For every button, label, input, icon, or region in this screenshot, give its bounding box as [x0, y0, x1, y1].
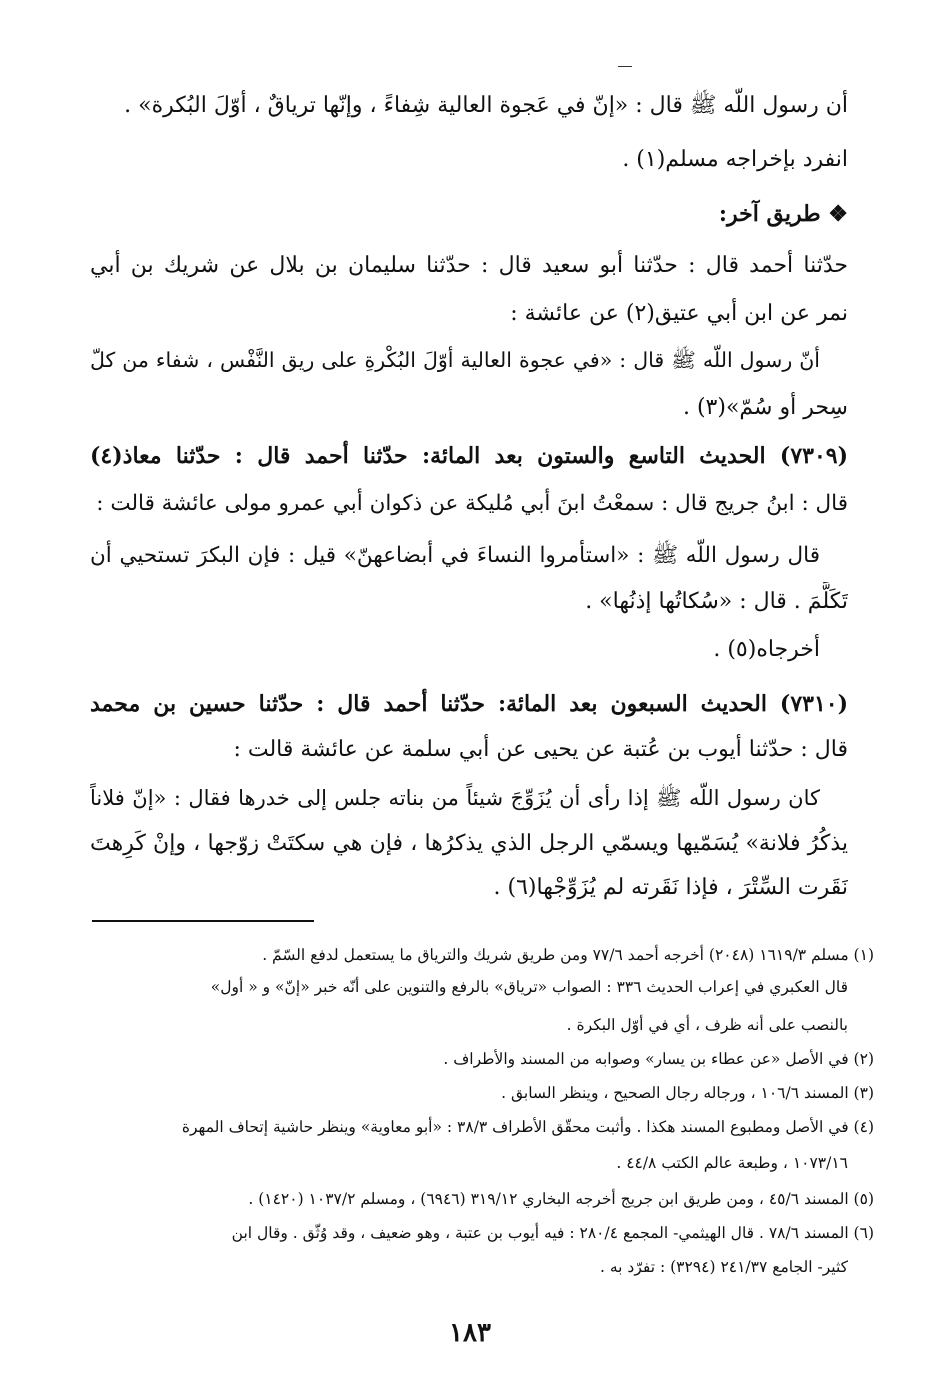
- footnote-continuation: بالنصب على أنه ظرف ، أي في أوّل البكرة .: [566, 1016, 848, 1034]
- footnote: (١) مسلم ١٦١٩/٣ (٢٠٤٨) أخرجه أحمد ٧٧/٦ ومن طريق شريك والترياق ما يستعمل لدفع السّمّ .: [262, 946, 874, 964]
- footnote: (٤) في الأصل ومطبوع المسند هكذا . وأثبت محقّق الأطراف ٣٨/٣ : «أبو معاوية» وينظر حاشية إتحاف المهرة: [181, 1118, 874, 1136]
- text-line: قال : حدّثنا أيوب بن عُتبة عن يحيى عن أبي سلمة عن عائشة قالت :: [233, 737, 848, 762]
- text-line: انفرد بإخراجه مسلم(١) .: [622, 147, 848, 172]
- text-line: أخرجاه(٥) .: [713, 637, 820, 662]
- text-line: كان رسول اللّه ﷺ إذا رأى أن يُزَوِّجَ شيئاً من بناته جلس إلى خدرها فقال : «إنّ فلاناً: [90, 786, 820, 810]
- text-line: نمر عن ابن أبي عتيق(٢) عن عائشة :: [510, 301, 848, 326]
- section-heading: ❖ طريق آخر:: [718, 201, 848, 227]
- footnote-continuation: قال العكبري في إعراب الحديث ٣٣٦ : الصواب «ترياق» بالرفع والتنوين على أنّه خبر «إنّ» و « أول»: [210, 978, 848, 996]
- text-line: حدّثنا أحمد قال : حدّثنا أبو سعيد قال : حدّثنا سليمان بن بلال عن شريك بن أبي: [90, 253, 848, 278]
- footnote: (٥) المسند ٤٥/٦ ، ومن طريق ابن جريج أخرجه البخاري ٣١٩/١٢ (٦٩٤٦) ، ومسلم ١٠٣٧/٢ (١٤٢٠) .: [248, 1190, 874, 1208]
- top-mark: [618, 66, 632, 67]
- page-number: ١٨٣: [449, 1318, 491, 1348]
- footnote-continuation: كثير- الجامع ٢٤١/٣٧ (٣٢٩٤) : تفرّد به .: [600, 1258, 848, 1276]
- text-line: يذكُرُ فلانة» يُسَمّيها ويسمّي الرجل الذي يذكرُها ، فإن هي سكتَتْ زوّجها ، وإنْ كَرِهتَ: [90, 831, 848, 856]
- footnote: (٦) المسند ٧٨/٦ . قال الهيثمي- المجمع ٢٨٠/٤ : فيه أيوب بن عتبة ، وهو ضعيف ، وقد وُثّق . وقال ابن: [231, 1224, 874, 1242]
- hadith-heading: (٧٣١٠) الحديث السبعون بعد المائة: حدّثنا أحمد قال : حدّثنا حسين بن محمد: [90, 691, 848, 717]
- footnote-separator: [92, 920, 314, 922]
- text-line: قال رسول اللّه ﷺ : «استأمروا النساءَ في أبضاعهنّ» قيل : فإن البكرَ تستحيي أن: [90, 543, 820, 568]
- hadith-heading: (٧٣٠٩) الحديث التاسع والستون بعد المائة: حدّثنا أحمد قال : حدّثنا معاذ(٤): [90, 443, 848, 469]
- footnote: (٣) المسند ١٠٦/٦ ، ورجاله رجال الصحيح ، وينظر السابق .: [501, 1084, 874, 1102]
- footnote-continuation: ١٠٧٣/١٦ ، وطبعة عالم الكتب ٤٤/٨ .: [616, 1154, 848, 1172]
- text-line: أنّ رسول اللّه ﷺ قال : «في عجوة العالية أوّلَ البُكْرةِ على ريق النَّفْس ، شفاء من كلّ: [90, 348, 820, 372]
- text-line: نَقَرت السِّتْرَ ، فإذا نَقَرته لم يُزَوِّجْها(٦) .: [493, 875, 848, 900]
- text-line: أن رسول اللّه ﷺ قال : «إنّ في عَجوة العالية شِفاءً ، وإنّها ترياقٌ ، أوّلَ البُكرة» .: [124, 93, 848, 118]
- footnote: (٢) في الأصل «عن عطاء بن يسار» وصوابه من المسند والأطراف .: [443, 1050, 874, 1068]
- text-line: سِحر أو سُمّ»(٣) .: [682, 395, 848, 420]
- text-line: قال : ابنُ جريج قال : سمعْتُ ابنَ أبي مُليكة عن ذكوان أبي عمرو مولى عائشة قالت :: [96, 491, 848, 516]
- text-line: تَكَلَّمَ . قال : «سُكاتُها إذنُها» .: [585, 589, 848, 614]
